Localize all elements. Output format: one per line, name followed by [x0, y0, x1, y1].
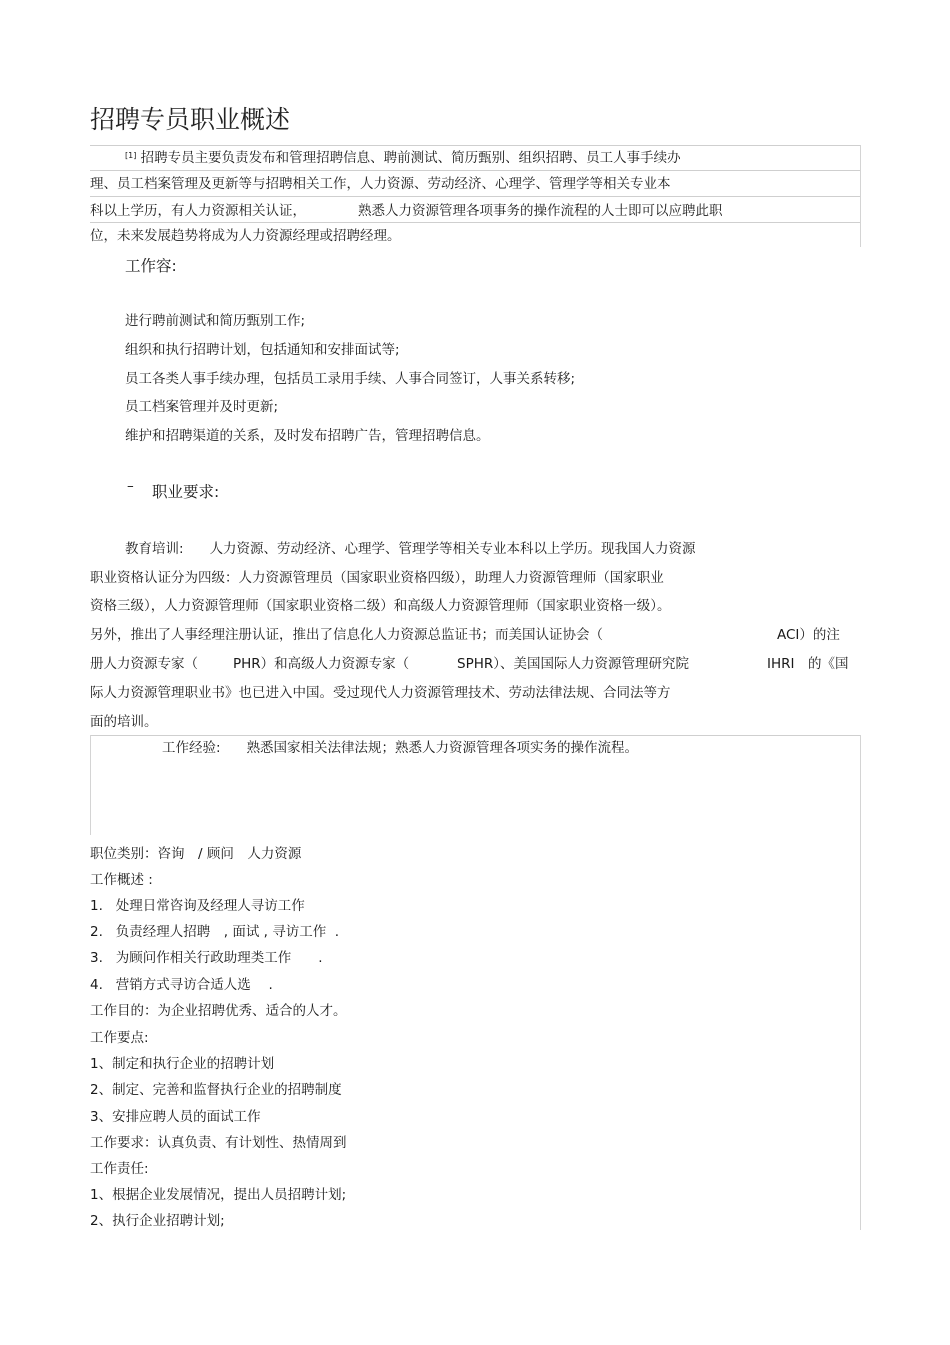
- experience-rule: [90, 735, 860, 736]
- list-item: 2、制定、完善和监督执行企业的招聘制度: [90, 1082, 342, 1098]
- education-line-3: 资格三级），人力资源管理师（国家职业资格二级）和高级人力资源管理师（国家职业资格一级）。: [90, 598, 671, 614]
- intro-line-3: [90, 203, 723, 219]
- intro-text: 熟悉人力资源管理各项事务的操作流程的人士即可以应聘此职: [358, 203, 723, 219]
- education-line-5a: 册人力资源专家（: [90, 656, 198, 672]
- list-item: 1、根据企业发展情况，提出人员招聘计划;: [90, 1187, 347, 1203]
- intro-rule-3: [90, 196, 860, 197]
- intro-text: 科以上学历，有人力资源相关认证，: [90, 203, 306, 219]
- work-requirement: 工作要求：认真负责、有计划性、热情周到: [90, 1135, 347, 1151]
- section-heading-requirements: 职业要求:: [152, 483, 220, 501]
- education-line-4a: 另外，推出了人事经理注册认证，推出了信息化人力资源总监证书；而美国认证协会（: [90, 627, 603, 643]
- intro-line-1: [125, 150, 681, 166]
- education-line-4b: ACI）的注: [777, 627, 840, 643]
- heading-dash: –: [127, 478, 134, 494]
- list-item: 1、制定和执行企业的招聘计划: [90, 1056, 275, 1072]
- list-item: 3. 为顾问作相关行政助理类工作 .: [90, 950, 323, 966]
- experience-border-left: [90, 735, 91, 835]
- list-item: 进行聘前测试和简历甄别工作;: [125, 313, 306, 329]
- education-line-2: 职业资格认证分为四级：人力资源管理员（国家职业资格四级），助理人力资源管理师（国家职业: [90, 570, 664, 586]
- points-label: 工作要点:: [90, 1030, 149, 1046]
- list-item: 组织和执行招聘计划，包括通知和安排面试等;: [125, 342, 400, 358]
- education-line-5b: PHR）和高级人力资源专家（: [233, 656, 410, 672]
- duty-label: 工作责任:: [90, 1161, 149, 1177]
- list-item: 2、执行企业招聘计划;: [90, 1213, 225, 1229]
- job-category: 职位类别：咨询 / 顾问 人力资源: [90, 846, 302, 862]
- education-line-6: 际人力资源管理职业书》也已进入中国。受过现代人力资源管理技术、劳动法律法规、合同法等方: [90, 685, 671, 701]
- education-line-5e: 的《国: [808, 656, 849, 672]
- education-line-5c: SPHR）、美国国际人力资源管理研究院: [457, 656, 689, 672]
- intro-line-2: 理、员工档案管理及更新等与招聘相关工作，人力资源、劳动经济、心理学、管理学等相关专业本: [90, 176, 671, 192]
- experience-label: 工作经验:: [162, 740, 221, 756]
- experience-text: 熟悉国家相关法律法规；熟悉人力资源管理各项实务的操作流程。: [246, 740, 639, 756]
- list-item: 1. 处理日常咨询及经理人寻访工作: [90, 898, 305, 914]
- education-line-5d: IHRI: [767, 656, 795, 672]
- experience-border-right: [860, 735, 861, 1230]
- work-goal: 工作目的：为企业招聘优秀、适合的人才。: [90, 1003, 347, 1019]
- page-title: 招聘专员职业概述: [90, 105, 291, 134]
- education-label: 教育培训:: [125, 541, 184, 557]
- section-heading-work-content: 工作容:: [125, 257, 177, 275]
- intro-text: 招聘专员主要负责发布和管理招聘信息、聘前测试、简历甄别、组织招聘、员工人事手续办: [140, 150, 681, 166]
- education-line-7: 面的培训。: [90, 714, 158, 730]
- footnote-marker: [1]: [125, 151, 137, 160]
- list-item: 4. 营销方式寻访合适人选 .: [90, 977, 273, 993]
- intro-line-4: 位，未来发展趋势将成为人力资源经理或招聘经理。: [90, 228, 401, 244]
- education-text: 人力资源、劳动经济、心理学、管理学等相关专业本科以上学历。现我国人力资源: [209, 541, 696, 557]
- intro-rule-4: [90, 222, 860, 223]
- list-item: 员工各类人事手续办理，包括员工录用手续、人事合同签订，人事关系转移;: [125, 371, 576, 387]
- intro-rule-2: [90, 170, 860, 171]
- list-item: 员工档案管理并及时更新;: [125, 399, 279, 415]
- experience-line: [162, 740, 638, 756]
- list-item: 3、安排应聘人员的面试工作: [90, 1109, 261, 1125]
- intro-border-right: [860, 145, 861, 247]
- list-item: 2. 负责经理人招聘 , 面试 , 寻访工作 .: [90, 924, 340, 940]
- intro-rule-1: [90, 145, 860, 146]
- overview-label: 工作概述 :: [90, 872, 153, 888]
- list-item: 维护和招聘渠道的关系，及时发布招聘广告，管理招聘信息。: [125, 428, 490, 444]
- education-line-1: [125, 541, 696, 557]
